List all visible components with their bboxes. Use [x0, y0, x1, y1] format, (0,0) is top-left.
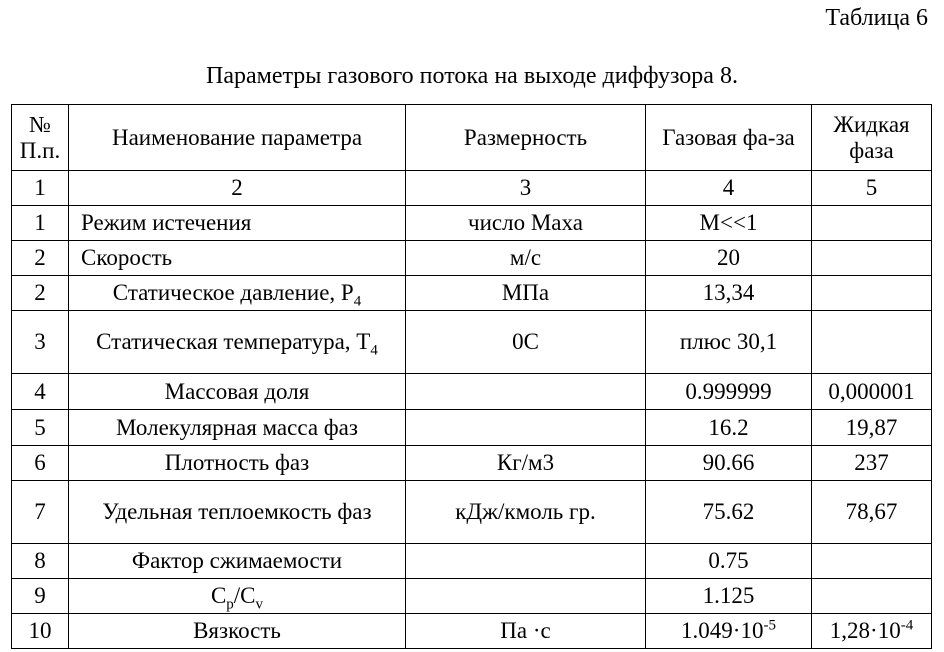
row-liquid: 19,87 — [812, 410, 932, 446]
column-number-row — [12, 171, 932, 206]
row-unit — [406, 544, 646, 579]
row-name-subscript: 4 — [370, 342, 378, 359]
cp-subscript: p — [226, 596, 234, 613]
row-num: 2 — [12, 276, 69, 311]
cv-subscript: v — [255, 596, 264, 613]
row-liquid: 0,000001 — [812, 374, 932, 410]
row-gas: 16.2 — [646, 410, 812, 446]
row-liquid — [812, 241, 932, 276]
row-liquid — [812, 276, 932, 311]
row-liquid: 237 — [812, 446, 932, 481]
header-name: Наименование параметра — [69, 105, 406, 171]
row-name: Массовая доля — [69, 374, 406, 410]
col-number: 4 — [646, 171, 812, 206]
row-name: Фактор сжимаемости — [69, 544, 406, 579]
row-name: Молекулярная масса фаз — [69, 410, 406, 446]
row-name-text: Статическая температура, Т — [96, 329, 371, 354]
row-num: 9 — [12, 579, 69, 614]
table-row — [12, 206, 932, 241]
row-name: Режим истечения — [69, 206, 406, 241]
row-unit — [406, 410, 646, 446]
row-num: 5 — [12, 410, 69, 446]
row-num: 2 — [12, 241, 69, 276]
row-name — [69, 311, 406, 374]
header-unit: Размерность — [406, 105, 646, 171]
cv-c: /C — [233, 583, 256, 608]
col-number: 3 — [406, 171, 646, 206]
row-num: 10 — [12, 614, 69, 649]
table-row — [12, 446, 932, 481]
row-name-subscript: 4 — [353, 293, 362, 310]
header-num: № П.п. — [12, 105, 69, 171]
table-row — [12, 241, 932, 276]
row-num: 6 — [12, 446, 69, 481]
row-name: Скорость — [69, 241, 406, 276]
row-liquid — [812, 311, 932, 374]
row-num: 3 — [12, 311, 69, 374]
row-unit: кДж/кмоль гр. — [406, 481, 646, 544]
row-liquid — [812, 206, 932, 241]
row-liquid — [812, 544, 932, 579]
gas-viscosity-base: 1.049·10 — [681, 618, 764, 643]
row-gas: 1.125 — [646, 579, 812, 614]
table-row — [12, 374, 932, 410]
row-gas: 0.75 — [646, 544, 812, 579]
liquid-viscosity-base: 1,28·10 — [829, 618, 901, 643]
cp-c: C — [210, 583, 227, 608]
table-row — [12, 276, 932, 311]
col-number: 1 — [12, 171, 69, 206]
table-caption: Таблица 6 — [825, 5, 928, 31]
header-row — [12, 105, 932, 171]
table-row — [12, 481, 932, 544]
row-liquid — [812, 614, 932, 649]
row-gas: М<<1 — [646, 206, 812, 241]
row-name-text: Статическое давление, Р — [112, 280, 354, 305]
row-num: 1 — [12, 206, 69, 241]
row-gas: 90.66 — [646, 446, 812, 481]
row-gas — [646, 614, 812, 649]
table-row — [12, 311, 932, 374]
row-name: Вязкость — [69, 614, 406, 649]
table-row — [12, 544, 932, 579]
row-unit: Кг/м3 — [406, 446, 646, 481]
row-name: Плотность фаз — [69, 446, 406, 481]
row-num: 4 — [12, 374, 69, 410]
col-number: 2 — [69, 171, 406, 206]
row-unit: число Маха — [406, 206, 646, 241]
table-row — [12, 410, 932, 446]
row-gas: 75.62 — [646, 481, 812, 544]
row-unit: МПа — [406, 276, 646, 311]
row-liquid — [812, 579, 932, 614]
liquid-viscosity-exponent: -4 — [900, 617, 914, 634]
row-name — [69, 579, 406, 614]
table-title: Параметры газового потока на выходе диффузора 8. — [206, 63, 738, 89]
table-row — [12, 579, 932, 614]
row-unit: 0С — [406, 311, 646, 374]
row-name — [69, 276, 406, 311]
col-number: 5 — [812, 171, 932, 206]
row-num: 8 — [12, 544, 69, 579]
row-unit: м/с — [406, 241, 646, 276]
row-gas: 13,34 — [646, 276, 812, 311]
row-unit — [406, 579, 646, 614]
row-name: Удельная теплоемкость фаз — [69, 481, 406, 544]
gas-viscosity-exponent: -5 — [763, 617, 776, 634]
row-unit: Па ·с — [406, 614, 646, 649]
table-row — [12, 614, 932, 649]
row-gas: 20 — [646, 241, 812, 276]
header-gas: Газовая фа-за — [646, 105, 812, 171]
row-num: 7 — [12, 481, 69, 544]
parameters-table — [11, 104, 932, 649]
row-unit — [406, 374, 646, 410]
row-liquid: 78,67 — [812, 481, 932, 544]
row-gas: 0.999999 — [646, 374, 812, 410]
row-gas: плюс 30,1 — [646, 311, 812, 374]
header-liquid: Жидкая фаза — [812, 105, 932, 171]
